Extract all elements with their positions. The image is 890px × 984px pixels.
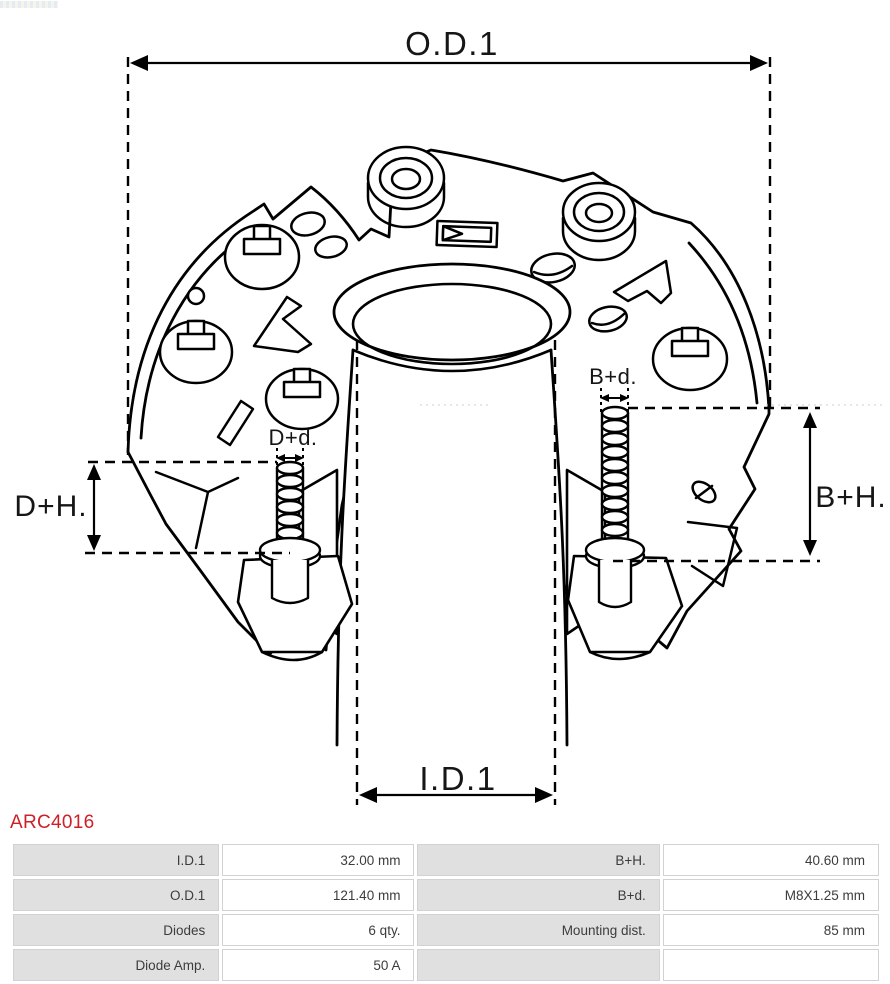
spec-label-od1: O.D.1 [13,879,219,911]
table-row [13,914,879,946]
washer [260,538,320,562]
spec-label-empty [417,949,659,981]
spec-label-id1: I.D.1 [13,844,219,876]
spec-table [10,841,882,984]
spec-label-diodes: Diodes [13,914,219,946]
table-row [13,879,879,911]
diode-2 [160,321,232,383]
spec-value-empty [663,949,879,981]
table-row [13,844,879,876]
diode-1 [225,225,299,289]
spec-value-bd: M8X1.25 mm [663,879,879,911]
spec-value-diodes: 6 qty. [222,914,414,946]
dd-label: D+d. [268,425,318,450]
slot-top [437,221,498,247]
spec-value-mounting-dist: 85 mm [663,914,879,946]
spec-label-bh: B+H. [417,844,659,876]
od1-label: O.D.1 [405,25,499,62]
id1-label: I.D.1 [419,760,497,797]
part-number: ARC4016 [10,812,95,833]
table-row [13,949,879,981]
spec-value-id1: 32.00 mm [222,844,414,876]
spec-value-diode-amp: 50 A [222,949,414,981]
bh-label: B+H. [815,481,887,514]
bd-label: B+d. [589,364,637,389]
spec-label-mounting-dist: Mounting dist. [417,914,659,946]
spec-label-bd: B+d. [417,879,659,911]
washer [586,538,644,562]
spec-value-od1: 121.40 mm [222,879,414,911]
spec-label-diode-amp: Diode Amp. [13,949,219,981]
dh-label: D+H. [14,490,88,523]
diode-4 [653,328,727,390]
spec-value-bh: 40.60 mm [663,844,879,876]
central-bore [334,264,570,745]
pilot-hole [188,288,204,304]
diode-3 [266,369,338,429]
